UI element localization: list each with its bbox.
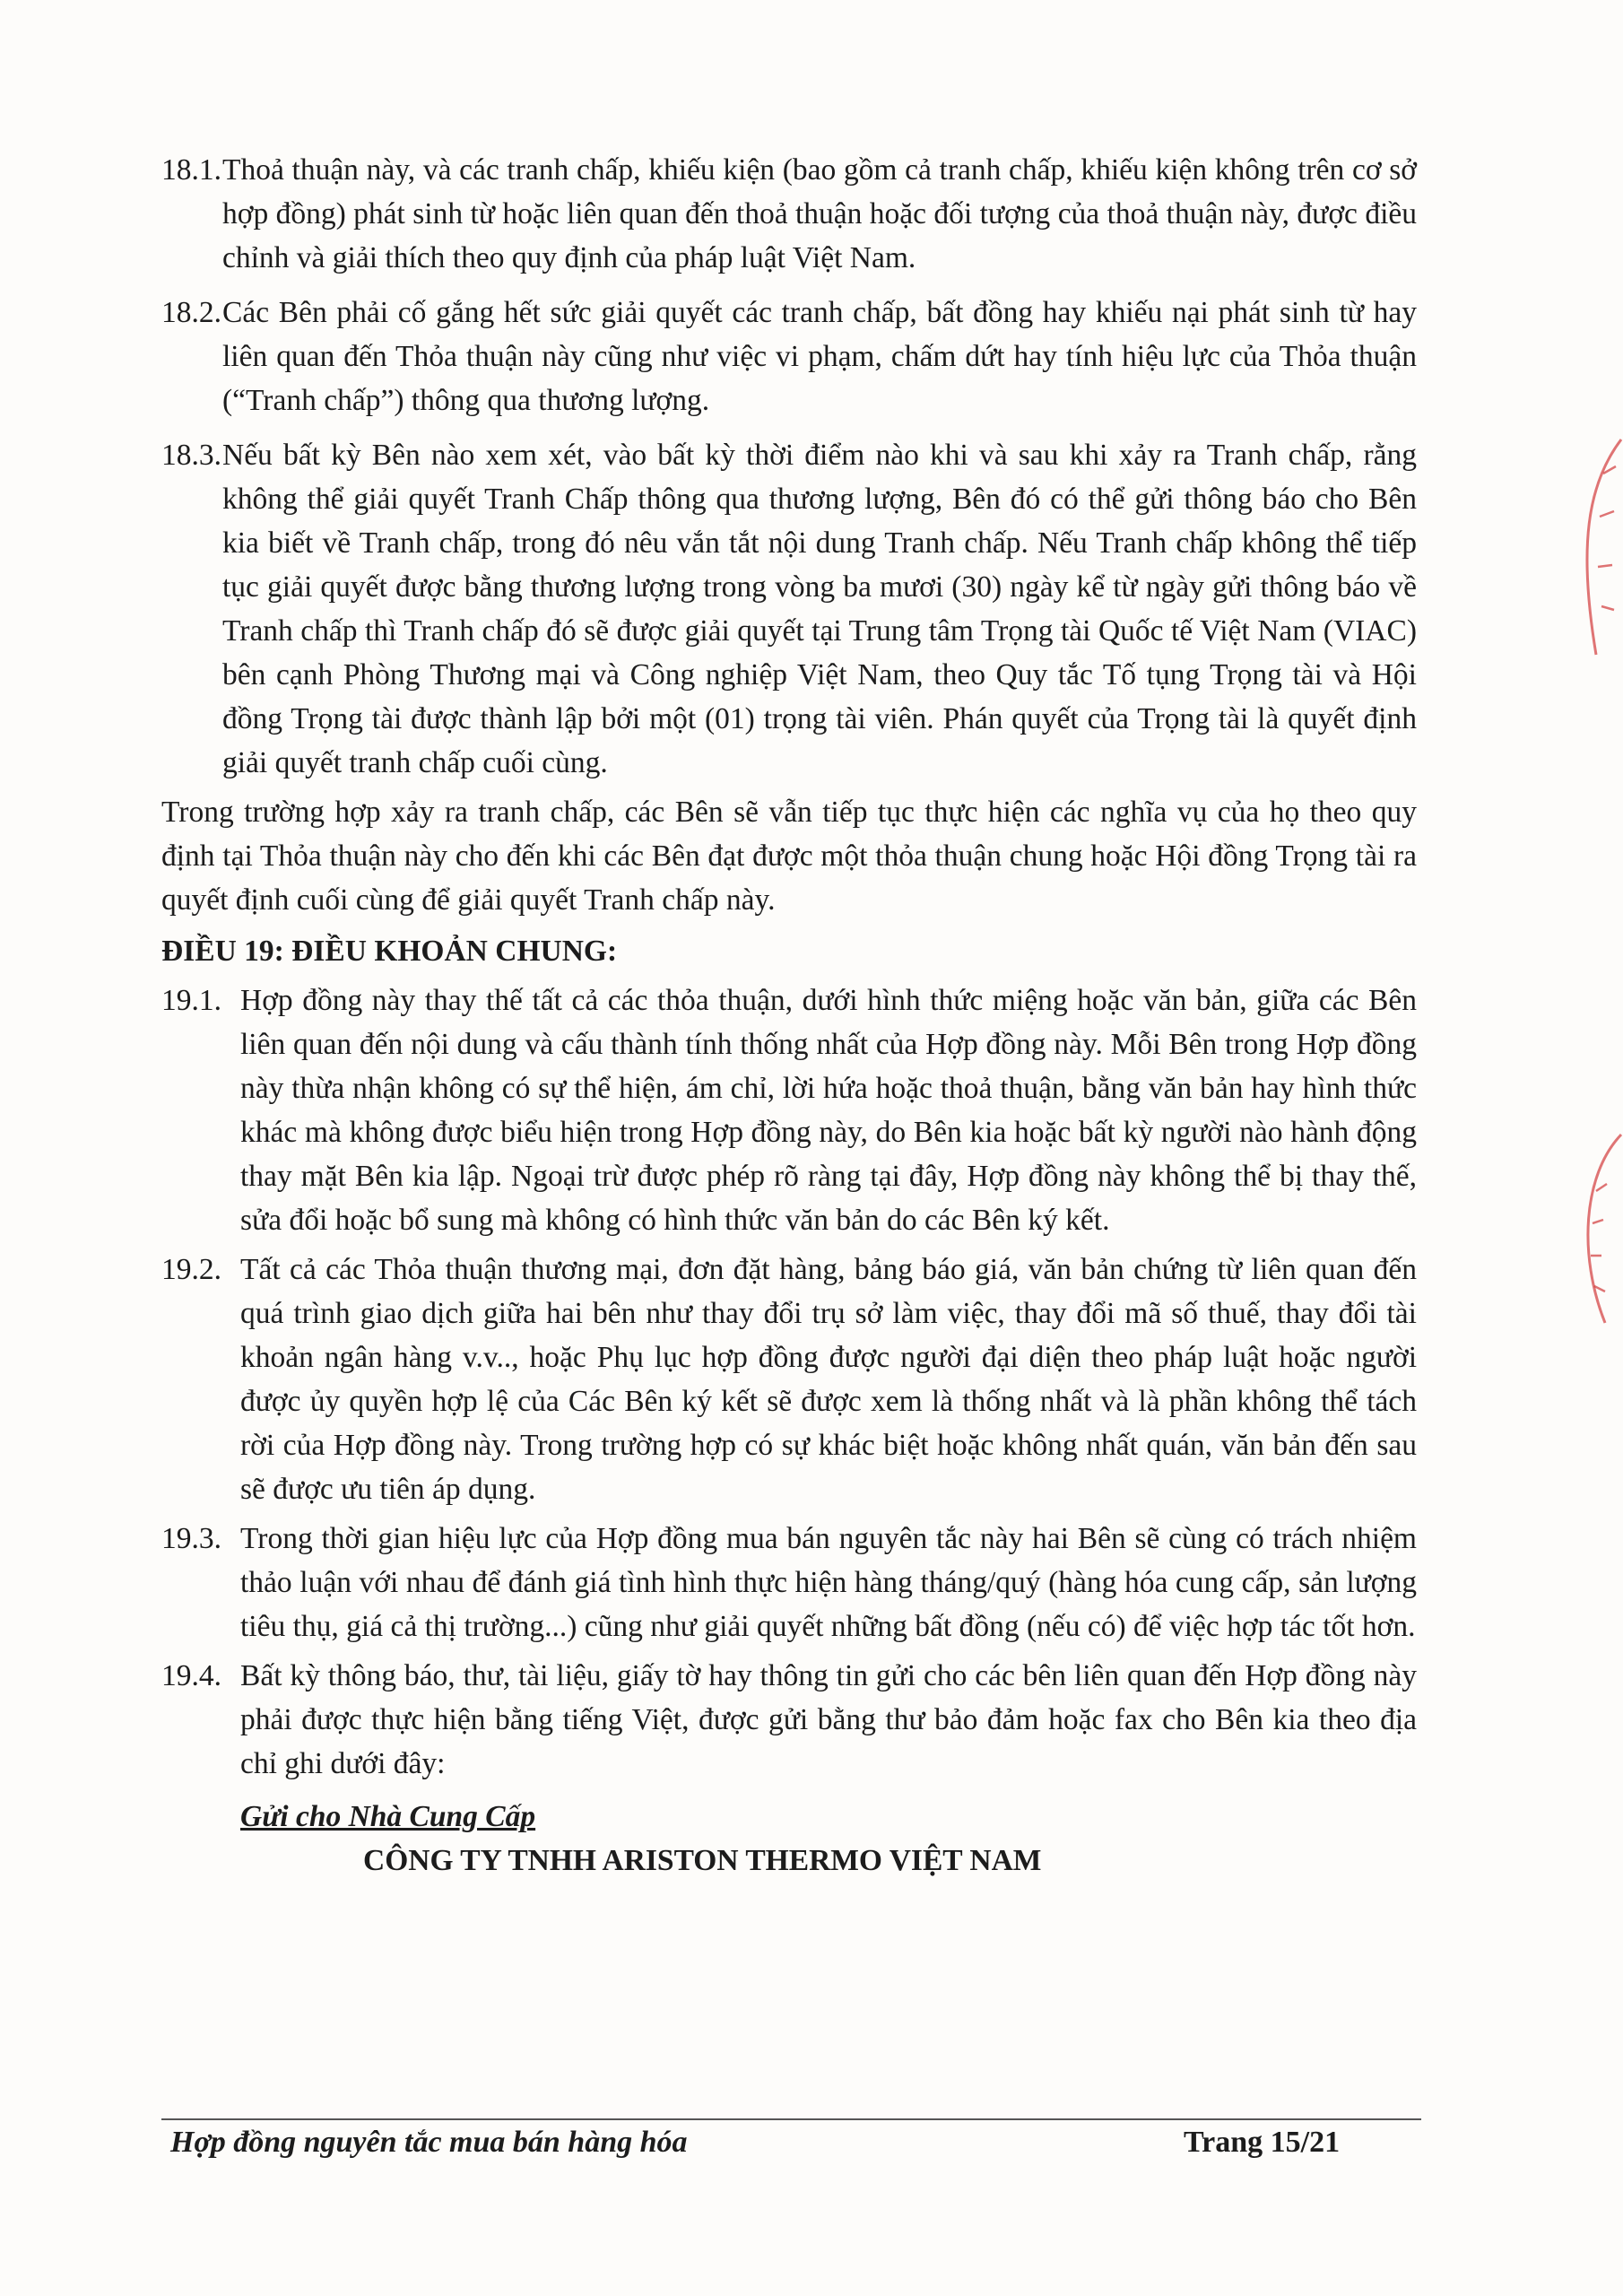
clause-text: Nếu bất kỳ Bên nào xem xét, vào bất kỳ thời điểm nào khi và sau khi xảy ra Tranh chấp, rằng không thể giải quyết Tranh Chấp thông qua thương lượng, Bên đó có thể gửi thông báo cho Bên kia biết về Tranh chấp, trong đó nêu vắn tắt nội dung Tranh chấp. Nếu Tranh chấp không thể tiếp tục giải quyết được bằng thương lượng trong vòng ba mươi (30) ngày kể từ ngày gửi thông báo về Tranh chấp thì Tranh chấp đó sẽ được giải quyết tại Trung tâm Trọng tài Quốc tế Việt Nam (VIAC) bên cạnh Phòng Thương mại và Công nghiệp Việt Nam, theo Quy tắc Tố tụng Trọng tài và Hội đồng Trọng tài được thành lập bởi một (01) trọng tài viên. Phán quyết của Trọng tài là quyết định giải quyết tranh chấp cuối cùng.	[222, 439, 1417, 779]
clause-19-3	[161, 1517, 1417, 1648]
section-heading-19: ĐIỀU 19: ĐIỀU KHOẢN CHUNG:	[161, 935, 618, 968]
page-content	[161, 148, 1417, 1883]
clause-19-1	[161, 978, 1417, 1242]
clause-text: Bất kỳ thông báo, thư, tài liệu, giấy tờ hay thông tin gửi cho các bên liên quan đến Hợp đồng này phải được thực hiện bằng tiếng Việt, được gửi bằng thư bảo đảm hoặc fax cho Bên kia theo địa chỉ ghi dưới đây:	[240, 1659, 1417, 1780]
clause-text: Trong thời gian hiệu lực của Hợp đồng mua bán nguyên tắc này hai Bên sẽ cùng có trách nhiệm thảo luận với nhau để đánh giá tình hình thực hiện hàng tháng/quý (hàng hóa cung cấp, sản lượng tiêu thụ, giá cả thị trường...) cũng như giải quyết những bất đồng (nếu có) để việc hợp tác tốt hơn.	[240, 1522, 1417, 1643]
footer-title: Hợp đồng nguyên tắc mua bán hàng hóa	[170, 2126, 688, 2159]
clause-number: 19.1.	[161, 984, 221, 1017]
clause-18-2	[161, 291, 1417, 422]
clause-number: 18.1.	[161, 153, 221, 187]
stamp-mark-bottom	[1560, 1130, 1623, 1327]
clause-number: 19.4.	[161, 1659, 221, 1692]
clause-number: 18.2.	[161, 296, 221, 329]
company-name: CÔNG TY TNHH ARISTON THERMO VIỆT NAM	[363, 1844, 1042, 1877]
clause-number: 18.3.	[161, 439, 221, 472]
clause-18-3	[161, 433, 1417, 785]
footer-divider	[161, 2118, 1421, 2120]
send-to-label: Gửi cho Nhà Cung Cấp	[240, 1800, 536, 1833]
clause-text: Hợp đồng này thay thế tất cả các thỏa thuận, dưới hình thức miệng hoặc văn bản, giữa các Bên liên quan đến nội dung và cấu thành tính thống nhất của Hợp đồng này. Mỗi Bên trong Hợp đồng này thừa nhận không có sự thể hiện, ám chỉ, lời hứa hoặc thoả thuận, bằng văn bản hay hình thức khác mà không được biểu hiện trong Hợp đồng này, do Bên kia hoặc bất kỳ người nào hành động thay mặt Bên kia lập. Ngoại trừ được phép rõ ràng tại đây, Hợp đồng này không thể bị thay thế, sửa đổi hoặc bổ sung mà không có hình thức văn bản do các Bên ký kết.	[240, 984, 1417, 1237]
clause-19-2	[161, 1248, 1417, 1511]
footer-page-number: Trang 15/21	[1184, 2126, 1341, 2159]
clause-number: 19.2.	[161, 1253, 221, 1286]
clause-19-4	[161, 1654, 1417, 1786]
paragraph-dispute: Trong trường hợp xảy ra tranh chấp, các Bên sẽ vẫn tiếp tục thực hiện các nghĩa vụ của họ theo quy định tại Thỏa thuận này cho đến khi các Bên đạt được một thỏa thuận chung hoặc Hội đồng Trọng tài ra quyết định cuối cùng để giải quyết Tranh chấp này.	[161, 796, 1417, 917]
clause-text: Các Bên phải cố gắng hết sức giải quyết các tranh chấp, bất đồng hay khiếu nại phát sinh từ hay liên quan đến Thỏa thuận này cũng như việc vi phạm, chấm dứt hay tính hiệu lực của Thỏa thuận (“Tranh chấp”) thông qua thương lượng.	[222, 296, 1417, 417]
stamp-mark-top	[1560, 430, 1623, 664]
clause-text: Tất cả các Thỏa thuận thương mại, đơn đặt hàng, bảng báo giá, văn bản chứng từ liên quan đến quá trình giao dịch giữa hai bên như thay đổi trụ sở làm việc, thay đổi mã số thuế, thay đổi tài khoản ngân hàng v.v.., hoặc Phụ lục hợp đồng được người đại diện theo pháp luật hoặc người được ủy quyền hợp lệ của Các Bên ký kết sẽ được xem là thống nhất và là phần không thể tách rời của Hợp đồng này. Trong trường hợp có sự khác biệt hoặc không nhất quán, văn bản đến sau sẽ được ưu tiên áp dụng.	[240, 1253, 1417, 1506]
clause-text: Thoả thuận này, và các tranh chấp, khiếu kiện (bao gồm cả tranh chấp, khiếu kiện không trên cơ sở hợp đồng) phát sinh từ hoặc liên quan đến thoả thuận hoặc đối tượng của thoả thuận này, được điều chỉnh và giải thích theo quy định của pháp luật Việt Nam.	[222, 153, 1417, 274]
clause-number: 19.3.	[161, 1522, 221, 1555]
clause-18-1	[161, 148, 1417, 280]
